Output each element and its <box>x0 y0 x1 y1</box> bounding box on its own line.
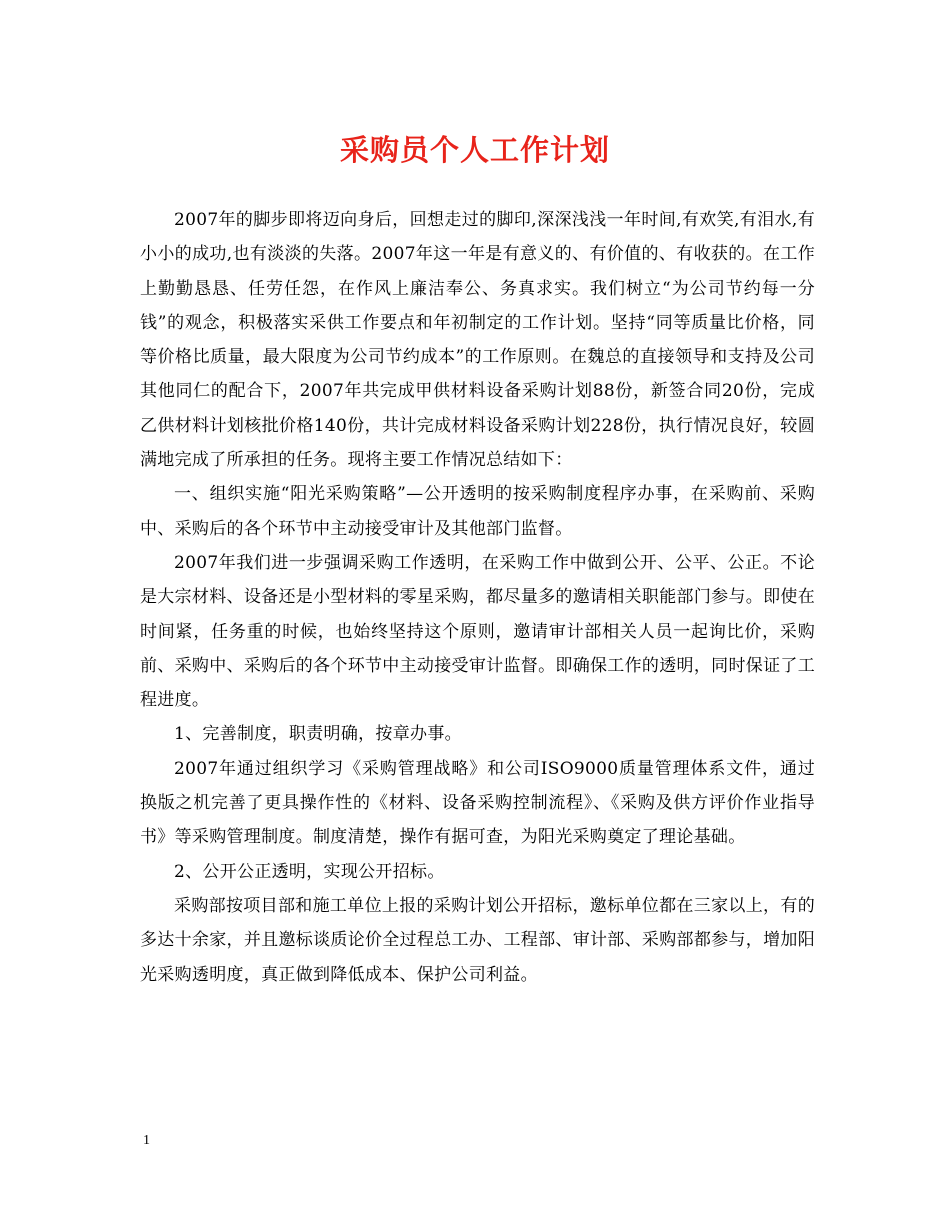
paragraph-item-two-heading: 2、公开公正透明，实现公开招标。 <box>174 861 445 882</box>
document-body <box>140 203 815 992</box>
paragraph-public-bidding: 采购部按项目部和施工单位上报的采购计划公开招标，邀标单位都在三家以上，有的多达十余家，并且邀标谈质论价全过程总工办、工程部、审计部、采购部都参与，增加阳光采购透明度，真正做到降低成本、保护公司利益。 <box>140 895 815 985</box>
paragraph-transparency: 2007年我们进一步强调采购工作透明，在采购工作中做到公开、公平、公正。不论是大宗材料、设备还是小型材料的零星采购，都尽量多的邀请相关职能部门参与。即使在时间紧，任务重的时候，也始终坚持这个原则，邀请审计部相关人员一起询比价，采购前、采购中、采购后的各个环节中主动接受审计监督。即确保工作的透明，同时保证了工程进度。 <box>140 552 815 711</box>
paragraph-section-one-heading: 一、组织实施“阳光采购策略”—公开透明的按采购制度程序办事，在采购前、采购中、采购后的各个环节中主动接受审计及其他部门监督。 <box>140 484 815 539</box>
page-number: 1 <box>143 1133 150 1148</box>
page-title: 采购员个人工作计划 <box>339 133 610 167</box>
paragraph-item-one-heading: 1、完善制度，职责明确，按章办事。 <box>174 724 462 745</box>
paragraph-intro: 2007年的脚步即将迈向身后，回想走过的脚印,深深浅浅一年时间,有欢笑,有泪水,有小小的成功,也有淡淡的失落。2007年这一年是有意义的、有价值的、有收获的。在工作上勤勤恳恳、任劳任怨，在作风上廉洁奉公、务真求实。我们树立“为公司节约每一分钱”的观念，积极落实采供工作要点和年初制定的工作计划。坚持“同等质量比价格，同等价格比质量，最大限度为公司节约成本”的工作原则。在魏总的直接领导和支持及公司其他同仁的配合下，2007年共完成甲供材料设备采购计划88份，新签合同20份，完成乙供材料计划核批价格140份，共计完成材料设备采购计划228份，执行情况良好，较圆满地完成了所承担的任务。现将主要工作情况总结如下： <box>140 210 815 471</box>
paragraph-system-improvement: 2007年通过组织学习《采购管理战略》和公司ISO9000质量管理体系文件，通过换版之机完善了更具操作性的《材料、设备采购控制流程》、《采购及供方评价作业指导书》等采购管理制度。制度清楚，操作有据可查，为阳光采购奠定了理论基础。 <box>140 758 815 848</box>
